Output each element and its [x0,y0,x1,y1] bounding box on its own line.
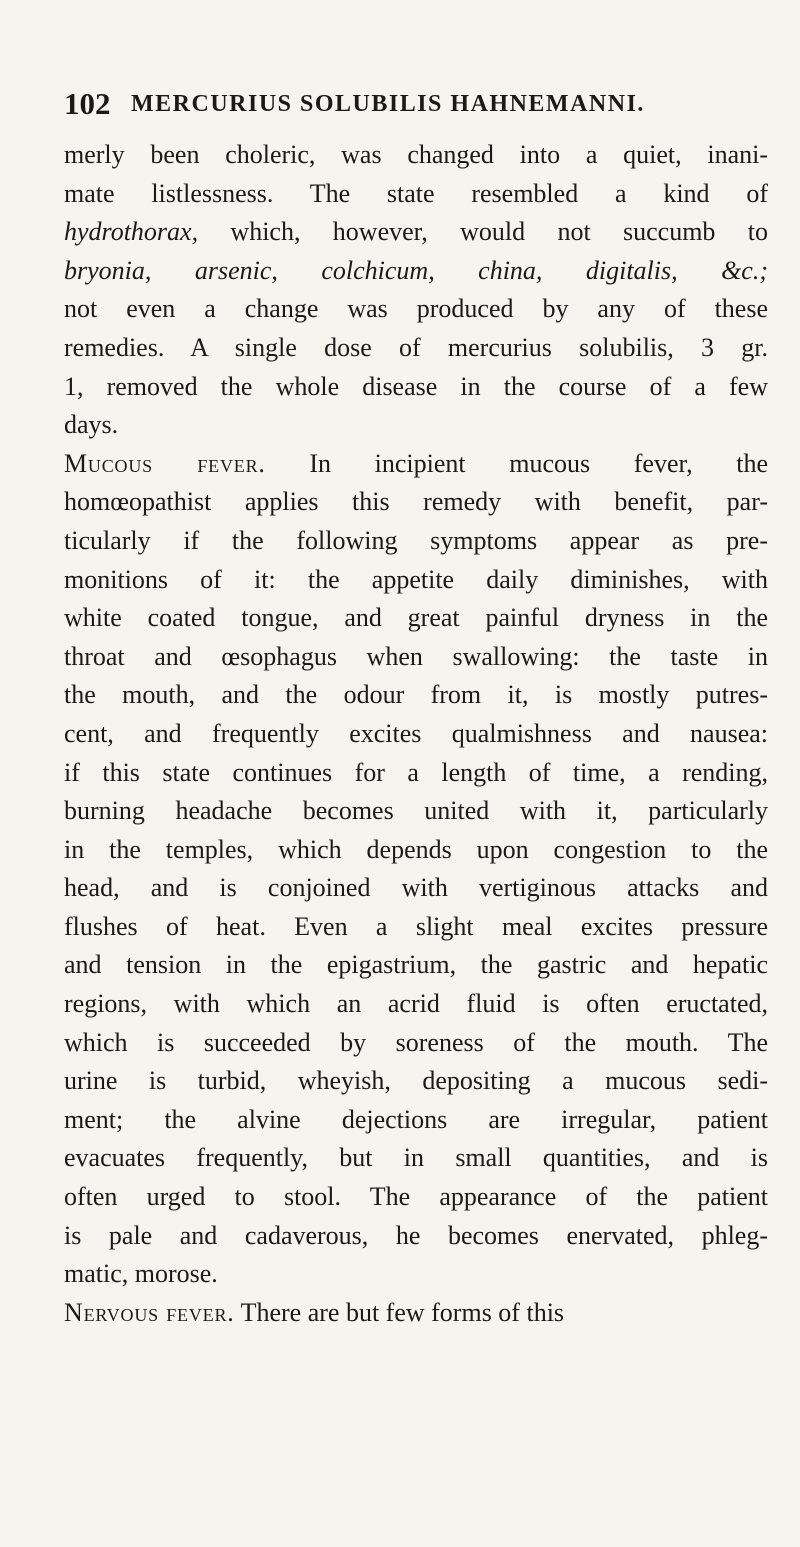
text-line: burning headache becomes united with it, particularly [64,796,768,826]
text-line: 1, removed the whole disease in the course of a few [64,371,768,401]
text-line: remedies. A single dose of mercurius solubilis, 3 gr. [64,332,768,362]
text-line: regions, with which an acrid fluid is often eructated, [64,989,768,1019]
body-text [64,136,768,1332]
text-line: head, and is conjoined with vertiginous attacks and [64,873,768,903]
text-line: monitions of it: the appetite daily diminishes, with [64,564,768,594]
italic-term: hydrothorax, [64,217,199,247]
text-line: the mouth, and the odour from it, is mostly putres- [64,680,768,710]
running-title: MERCURIUS SOLUBILIS HAHNEMANNI. [131,91,645,117]
text-line: days. [64,410,119,440]
text-line: which is succeeded by soreness of the mouth. The [64,1027,768,1057]
text-line [64,213,768,252]
text-line: often urged to stool. The appearance of the patient [64,1182,768,1212]
text-line [64,1294,768,1333]
text-line: cent, and frequently excites qualmishness and nausea: [64,718,768,748]
text-line: merly been choleric, was changed into a quiet, inani- [64,140,768,169]
section-heading-nervous-fever: Nervous fever. [64,1297,235,1327]
text-line: not even a change was produced by any of these [64,294,768,324]
text-line [64,252,768,291]
text-fragment: which, however, would not succumb to [198,217,768,247]
text-line: in the temples, which depends upon congestion to the [64,834,768,864]
page-number: 102 [64,86,111,121]
text-line: evacuates frequently, but in small quantities, and is [64,1143,768,1173]
text-line: ticularly if the following symptoms appear as pre- [64,525,768,555]
text-line [64,445,768,484]
text-line: homœopathist applies this remedy with benefit, par- [64,487,768,517]
italic-remedies: bryonia, arsenic, colchicum, china, digitalis, &c.; [64,255,768,285]
page-header [64,82,744,126]
text-fragment: There are but few forms of this [234,1297,565,1327]
text-line: mate listlessness. The state resembled a kind of [64,178,768,208]
text-line: is pale and cadaverous, he becomes enervated, phleg- [64,1220,768,1250]
text-line: ment; the alvine dejections are irregular, patient [64,1104,768,1134]
text-line: and tension in the epigastrium, the gastric and hepatic [64,950,768,980]
text-fragment: In incipient mucous fever, the [265,448,768,478]
text-line: matic, morose. [64,1259,218,1289]
text-line: if this state continues for a length of time, a rending, [64,757,768,787]
text-line: white coated tongue, and great painful dryness in the [64,603,768,633]
text-line: throat and œsophagus when swallowing: the taste in [64,641,768,671]
section-heading-mucous-fever: Mucous fever. [64,448,266,478]
text-line: urine is turbid, wheyish, depositing a mucous sedi- [64,1066,768,1096]
text-line: flushes of heat. Even a slight meal excites pressure [64,911,768,941]
